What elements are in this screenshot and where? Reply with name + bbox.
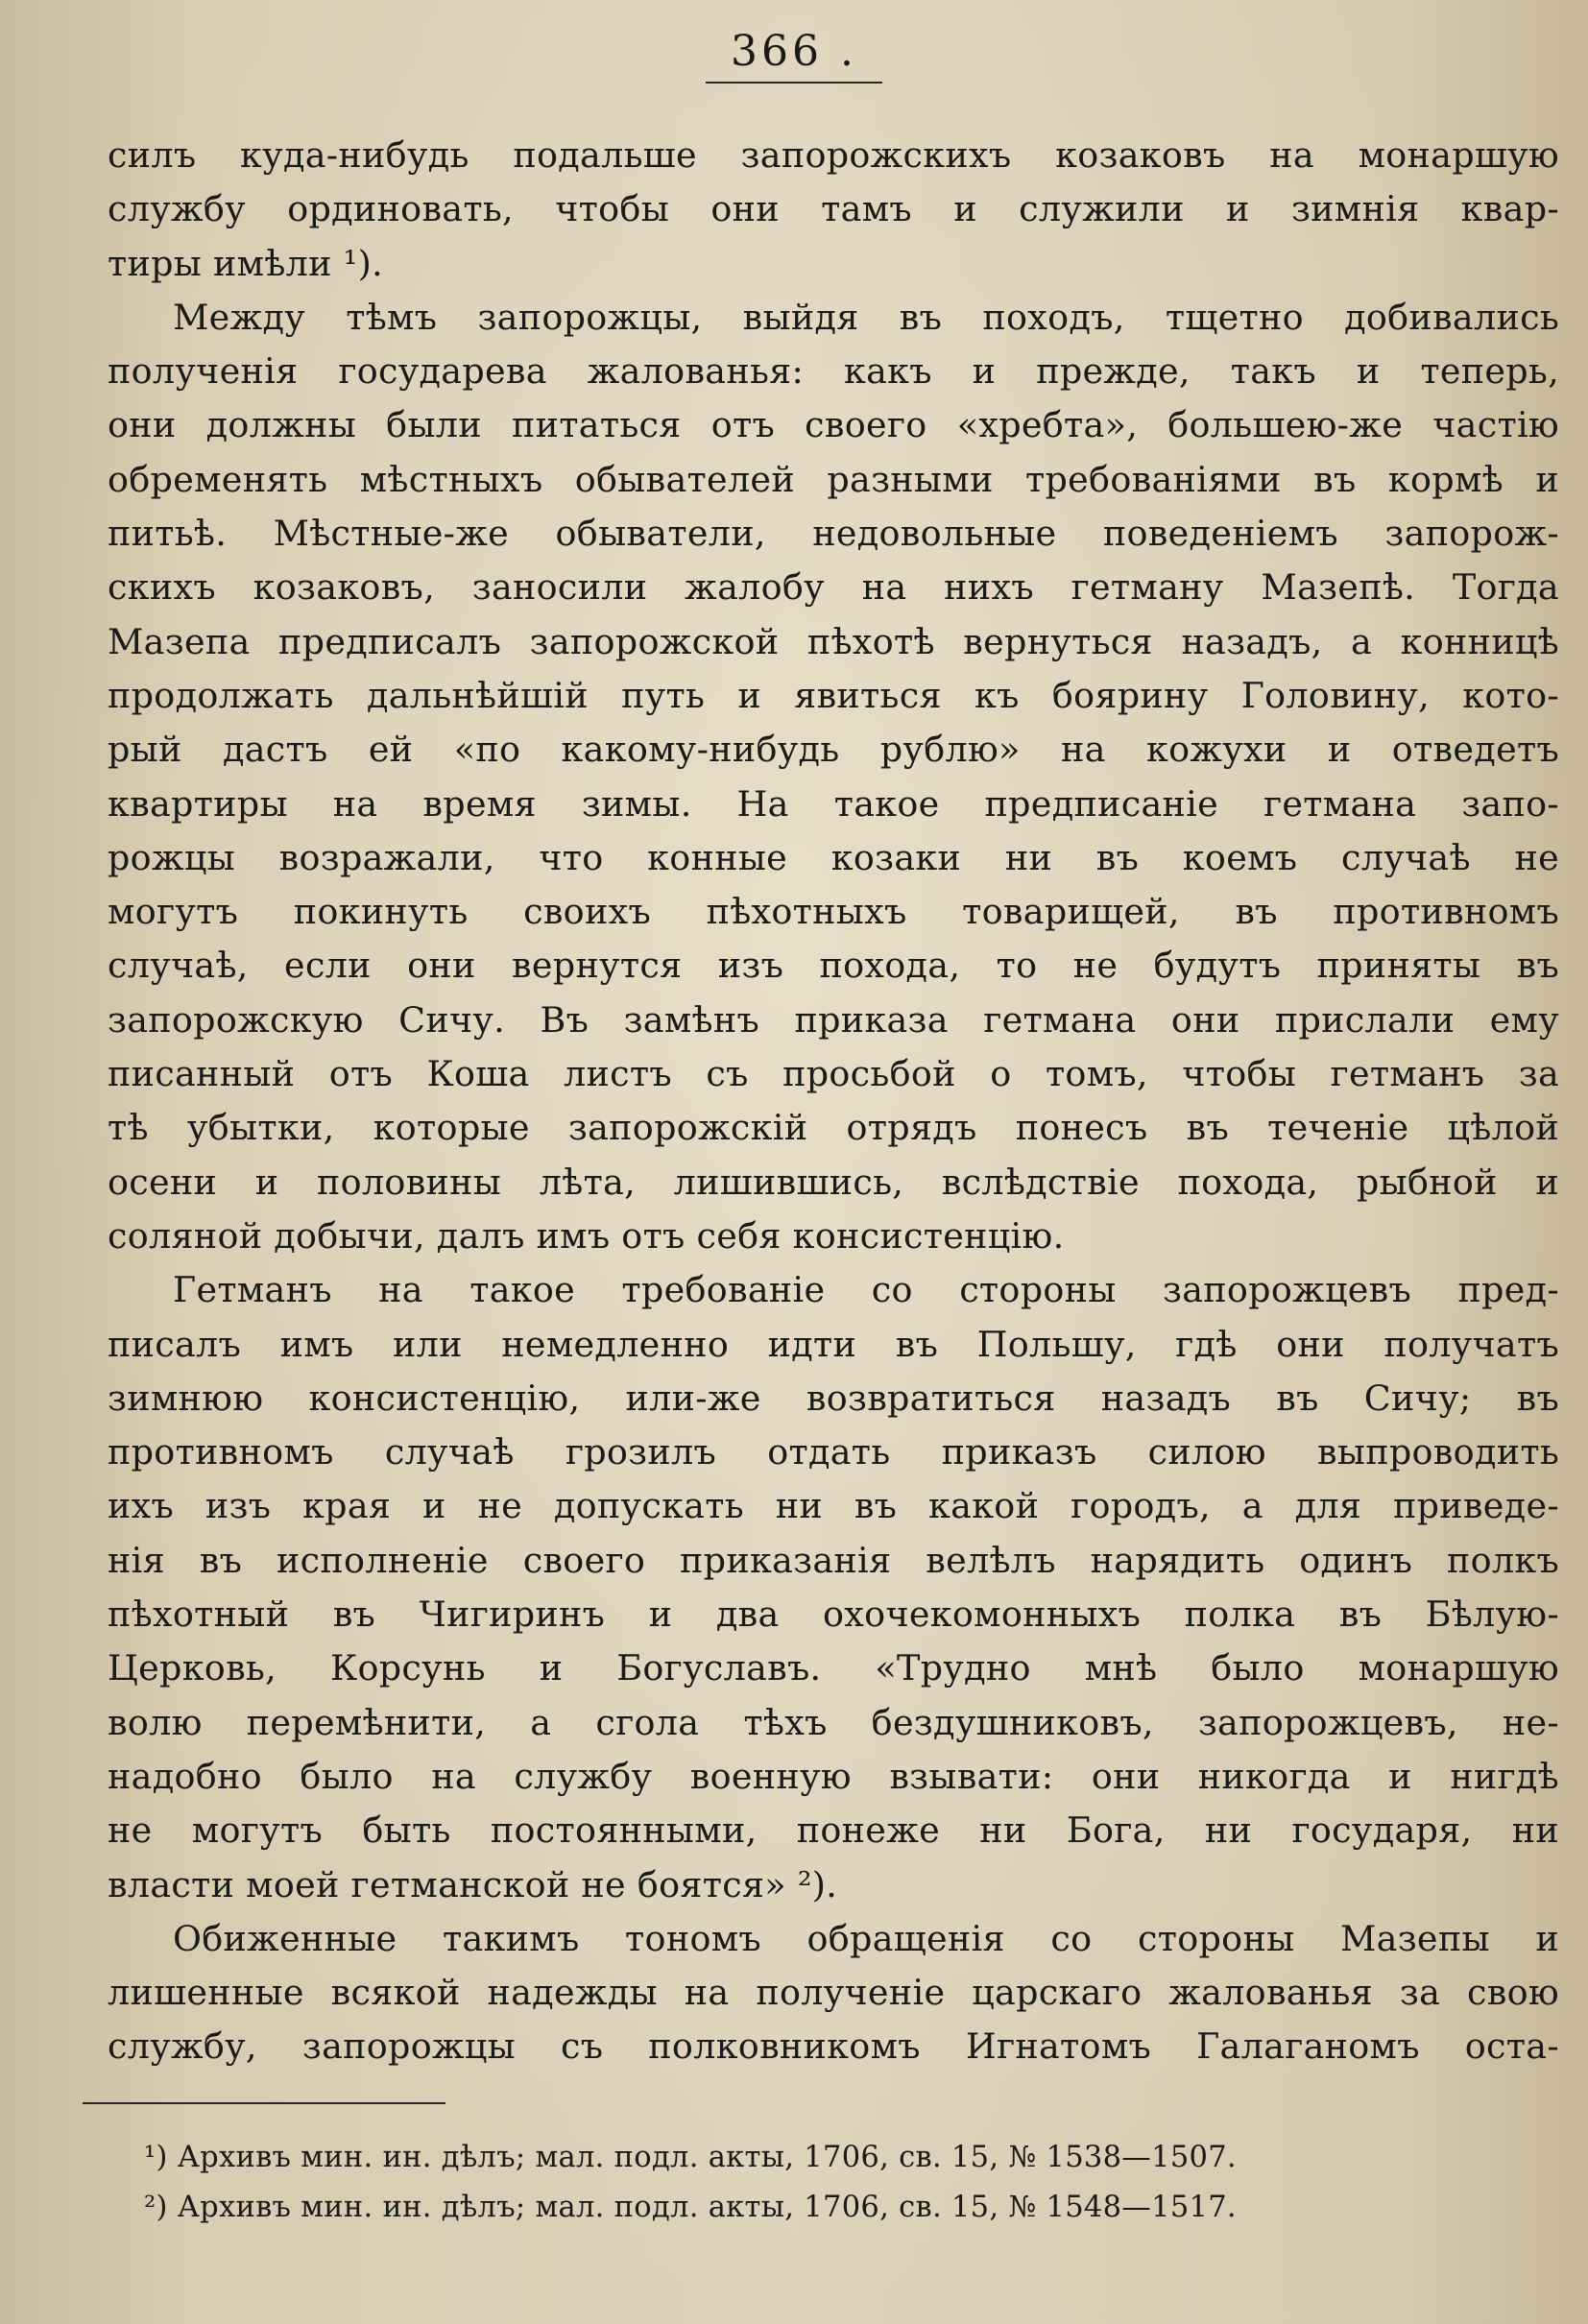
text-line: Между тѣмъ запорожцы, выйдя въ походъ, тщетно добивались <box>173 296 1559 338</box>
text-line: не могутъ быть постоянными, понеже ни Бога, ни государя, ни <box>108 1809 1559 1852</box>
text-line: противномъ случаѣ грозилъ отдать приказъ силою выпроводить <box>108 1431 1559 1473</box>
text-line: Церковь, Корсунь и Богуславъ. «Трудно мнѣ было монаршую <box>108 1647 1559 1689</box>
text-line: нія въ исполненіе своего приказанія велѣлъ нарядить одинъ полкъ <box>108 1539 1559 1581</box>
text-line: рый дастъ ей «по какому-нибудь рублю» на кожухи и отведетъ <box>108 729 1559 771</box>
text-line: власти моей гетманской не боятся» ²). <box>108 1863 838 1905</box>
page-header <box>0 27 1588 84</box>
text-line: обременять мѣстныхъ обывателей разными требованіями въ кормѣ и <box>108 458 1559 500</box>
text-line: случаѣ, если они вернутся изъ похода, то не будутъ приняты въ <box>108 945 1559 987</box>
page-number: 366 . <box>706 27 882 84</box>
text-line: квартиры на время зимы. На такое предписаніе гетмана запо- <box>108 782 1559 825</box>
text-line: службу, запорожцы съ полковникомъ Игнатомъ Галаганомъ оста- <box>108 2025 1559 2068</box>
text-line: писалъ имъ или немедленно идти въ Польшу, гдѣ они получатъ <box>108 1323 1559 1365</box>
text-line: Мазепа предписалъ запорожской пѣхотѣ вернуться назадъ, а конницѣ <box>108 620 1559 662</box>
text-line: надобно было на службу военную взывати: они никогда и нигдѣ <box>108 1755 1559 1797</box>
text-line: писанный отъ Коша листъ съ просьбой о томъ, чтобы гетманъ за <box>108 1053 1559 1095</box>
footnote: ²) Архивъ мин. ин. дѣлъ; мал. подл. акты, 1706, св. 15, № 1548—1517. <box>144 2191 1237 2224</box>
text-line: запорожскую Сичу. Въ замѣнъ приказа гетмана они прислали ему <box>108 998 1559 1041</box>
text-line: питьѣ. Мѣстные-же обыватели, недовольные поведеніемъ запорож- <box>108 513 1559 555</box>
text-line: ихъ изъ края и не допускать ни въ какой городъ, а для приведе- <box>108 1485 1559 1527</box>
text-line: продолжать дальнѣйшій путь и явиться къ боярину Головину, кото- <box>108 674 1559 716</box>
text-line: Гетманъ на такое требованіе со стороны запорожцевъ пред- <box>173 1269 1559 1311</box>
text-line: зимнюю консистенцію, или-же возвратиться назадъ въ Сичу; въ <box>108 1377 1559 1419</box>
text-line: тиры имѣли ¹). <box>108 242 384 284</box>
text-line: осени и половины лѣта, лишившись, вслѣдствіе похода, рыбной и <box>108 1161 1559 1203</box>
text-line: Обиженные такимъ тономъ обращенія со стороны Мазепы и <box>173 1917 1559 1959</box>
text-line: тѣ убытки, которые запорожскій отрядъ понесъ въ теченіе цѣлой <box>108 1107 1559 1149</box>
text-line: силъ куда-нибудь подальше запорожскихъ козаковъ на монаршую <box>108 134 1559 176</box>
text-line: соляной добычи, далъ имъ отъ себя консистенцію. <box>108 1214 1065 1257</box>
text-line: волю перемѣнити, а сгола тѣхъ бездушниковъ, запорожцевъ, не- <box>108 1701 1559 1743</box>
text-line: службу ординовать, чтобы они тамъ и служили и зимнія квар- <box>108 188 1559 230</box>
body-text <box>108 129 1559 2074</box>
text-line: могутъ покинуть своихъ пѣхотныхъ товарищей, въ противномъ <box>108 891 1559 933</box>
text-line: пѣхотный въ Чигиринъ и два охочекомонныхъ полка въ Бѣлую- <box>108 1593 1559 1636</box>
text-line: полученія государева жалованья: какъ и прежде, такъ и теперь, <box>108 350 1559 393</box>
text-line: они должны были питаться отъ своего «хребта», большею-же частію <box>108 404 1559 446</box>
footnote-divider <box>83 2102 445 2104</box>
text-line: лишенные всякой надежды на полученіе царскаго жалованья за свою <box>108 1972 1559 2014</box>
text-line: скихъ козаковъ, заносили жалобу на нихъ гетману Мазепѣ. Тогда <box>108 566 1559 609</box>
text-line: рожцы возражали, что конные козаки ни въ коемъ случаѣ не <box>108 836 1559 878</box>
footnote: ¹) Архивъ мин. ин. дѣлъ; мал. подл. акты, 1706, св. 15, № 1538—1507. <box>144 2141 1237 2174</box>
footnotes <box>144 2133 1507 2233</box>
